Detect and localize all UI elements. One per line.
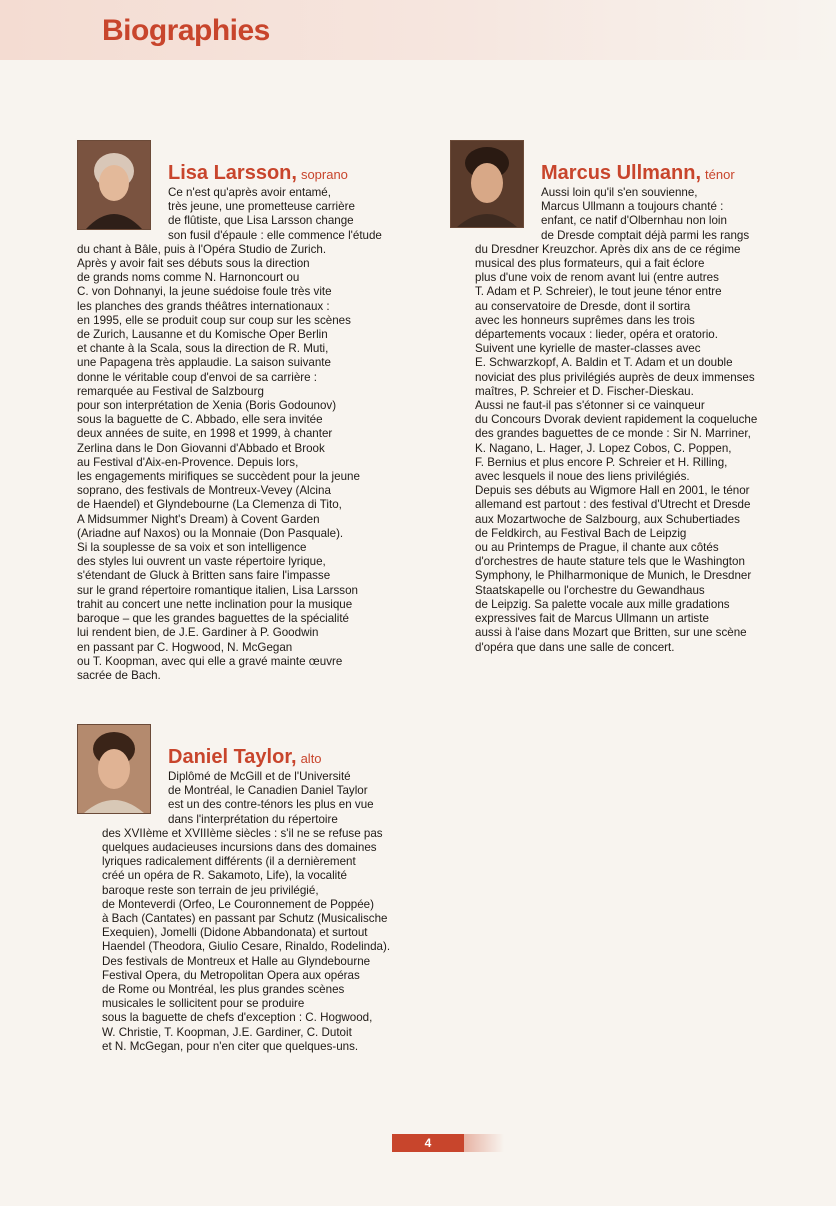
bio-line: A Midsummer Night's Dream) à Covent Garden [77,512,320,526]
bio-line: remarquée au Festival de Salzbourg [77,384,264,398]
bio-daniel-taylor [77,724,407,1064]
bio-line: avec lesquels il noue des liens privilégiés. [475,470,690,484]
bio-line: Aussi loin qu'il s'en souvienne, [541,186,698,199]
bio-line: F. Bernius et plus encore P. Schreier et H. Rilling, [475,455,728,469]
bio-line: Haendel (Theodora, Giulio Cesare, Rinaldo, Rodelinda). [102,940,391,954]
bio-line: en passant par C. Hogwood, N. McGegan [77,640,293,654]
bio-line: noviciat des plus privilégiés auprès de deux immenses [475,370,755,384]
bio-line: quelques audacieuses incursions dans des domaines [102,841,377,855]
bio-heading [541,162,735,185]
bio-line: musicales le sollicitent pour se produire [102,997,305,1011]
bio-line: Aussi ne faut-il pas s'étonner si ce vainqueur [475,399,705,413]
bio-line: de Rome ou Montréal, les plus grandes scènes [102,983,345,997]
bio-line: maîtres, P. Schreier et D. Fischer-Dieskau. [475,384,694,398]
bio-line: aux Mozartwoche de Salzbourg, aux Schubertiades [475,512,740,526]
bio-line: ou au Printemps de Prague, il chante aux côtés [475,541,719,555]
bio-line: expressives fait de Marcus Ullmann un artiste [475,612,709,626]
bio-line: ou T. Koopman, avec qui elle a gravé mainte œuvre [77,654,343,668]
bio-line: Staatskapelle ou l'orchestre du Gewandhaus [475,583,705,597]
bio-line: Marcus Ullmann a toujours chanté : [541,200,724,214]
bio-line: (Ariadne auf Naxos) ou la Monnaie (Don Pasquale). [77,526,344,540]
bio-line: des styles lui ouvrent un vaste répertoire lyrique, [77,555,326,569]
bio-line: de Leipzig. Sa palette vocale aux mille gradations [475,597,730,611]
bio-line: musical des plus formateurs, qui a fait éclore [475,257,705,271]
bio-line: trahit au concert une nette inclination pour la musique [77,597,353,611]
bio-line: plus d'une voix de renom avant lui (entre autres [475,271,719,285]
page-title: Biographies [102,14,270,47]
bio-line: Si la souplesse de sa voix et son intelligence [77,541,307,555]
page-number-fade [464,1134,504,1152]
bio-line: Symphony, le Philharmonique de Munich, le Dresdner [475,569,752,583]
bio-role: alto [300,751,322,766]
bio-line: et chante à la Scala, sous la direction de R. Muti, [77,342,329,356]
bio-line: de grands noms comme N. Harnoncourt ou [77,271,300,285]
bio-line: très jeune, une prometteuse carrière [168,200,355,214]
bio-line: les engagements mirifiques se succèdent pour la jeune [77,470,360,484]
bio-line: Diplômé de McGill et de l'Université [168,770,351,783]
bio-line: avec les honneurs suprêmes dans les trois [475,313,695,327]
bio-line: en 1995, elle se produit coup sur coup sur les scènes [77,313,351,327]
bio-line: de Zurich, Lausanne et du Komische Oper Berlin [77,328,328,342]
bio-line: d'opéra que dans une salle de concert. [475,640,675,654]
bio-line: C. von Dohnanyi, la jeune suédoise foule très vite [77,285,332,299]
bio-name: Lisa Larsson, [168,162,297,184]
bio-heading [168,746,322,769]
bio-line: pour son interprétation de Xenia (Boris Godounov) [77,399,337,413]
bio-line: une Papagena très applaudie. La saison suivante [77,356,331,370]
bio-line: K. Nagano, L. Hager, J. Lopez Cobos, C. Poppen, [475,441,732,455]
bio-heading [168,162,348,185]
bio-line: du chant à Bâle, puis à l'Opéra Studio de Zurich. [77,242,327,256]
bio-line: les planches des grands théâtres internationaux : [77,299,330,313]
bio-line: et N. McGegan, pour n'en citer que quelques-uns. [102,1039,359,1053]
bio-line: du Concours Dvorak devient rapidement la coqueluche [475,413,758,427]
bio-line: Suivent une kyrielle de master-classes avec [475,342,701,356]
bio-line: dans l'interprétation du répertoire [168,812,338,826]
bio-line: de Feldkirch, au Festival Bach de Leipzig [475,526,687,540]
bio-text [102,770,390,1054]
page-number: 4 [392,1134,464,1152]
bio-line: allemand est partout : des festival d'Utrecht et Dresde [475,498,751,512]
bio-line: Des festivals de Montreux et Halle au Glyndebourne [102,954,371,968]
bio-line: à Bach (Cantates) en passant par Schutz (Musicalische [102,912,388,926]
bio-line: sous la baguette de C. Abbado, elle sera invitée [77,413,323,427]
bio-line: enfant, ce natif d'Olbernhau non loin [541,214,727,228]
bio-line: sous la baguette de chefs d'exception : C. Hogwood, [102,1011,373,1025]
bio-line: sur le grand répertoire romantique italien, Lisa Larsson [77,583,358,597]
bio-line: de Dresde comptait déjà parmi les rangs [541,228,750,242]
bio-line: aussi à l'aise dans Mozart que Britten, sur une scène [475,626,747,640]
bio-line: s'étendant de Gluck à Britten sans faire l'impasse [77,569,331,583]
bio-line: d'orchestres de haute stature tels que le Washington [475,555,745,569]
bio-line: Ce n'est qu'après avoir entamé, [168,186,331,199]
bio-line: deux années de suite, en 1998 et 1999, à chanter [77,427,333,441]
bio-line: lui rendent bien, de J.E. Gardiner à P. Goodwin [77,626,319,640]
bio-line: W. Christie, T. Koopman, J.E. Gardiner, C. Dutoit [102,1025,352,1039]
bio-line: soprano, des festivals de Montreux-Vevey (Alcina [77,484,331,498]
bio-line: au conservatoire de Dresde, dont il sortira [475,299,691,313]
bio-line: est un des contre-ténors les plus en vue [168,798,374,812]
bio-line: au Festival d'Aix-en-Provence. Depuis lors, [77,455,299,469]
bio-text [475,186,757,655]
bio-line: E. Schwarzkopf, A. Baldin et T. Adam et un double [475,356,733,370]
bio-line: baroque – que les grandes baguettes de la spécialité [77,612,350,626]
bio-line: créé un opéra de R. Sakamoto, Life), la vocalité [102,869,347,883]
bio-line: sacrée de Bach. [77,668,161,682]
bio-line: son fusil d'épaule : elle commence l'étude [168,228,382,242]
bio-line: des grandes baguettes de ce monde : Sir N. Marriner, [475,427,751,441]
bio-line: Depuis ses débuts au Wigmore Hall en 2001, le ténor [475,484,750,498]
bio-name: Marcus Ullmann, [541,162,702,184]
bio-line: du Dresdner Kreuzchor. Après dix ans de ce régime [475,242,741,256]
bio-name: Daniel Taylor, [168,746,297,768]
bio-line: de Haendel) et Glyndebourne (La Clemenza di Tito, [77,498,342,512]
bio-line: de Montréal, le Canadien Daniel Taylor [168,784,368,798]
bio-line: donne le véritable coup d'envoi de sa carrière : [77,370,318,384]
bio-text [77,186,382,683]
bio-role: ténor [705,167,735,182]
bio-line: Après y avoir fait ses débuts sous la direction [77,257,310,271]
bio-line: des XVIIème et XVIIIème siècles : s'il ne se refuse pas [102,826,383,840]
bio-line: Festival Opera, du Metropolitan Opera aux opéras [102,968,360,982]
bio-line: de Monteverdi (Orfeo, Le Couronnement de Poppée) [102,897,374,911]
bio-marcus-ullmann [450,140,790,660]
bio-line: T. Adam et P. Schreier), le tout jeune ténor entre [475,285,722,299]
bio-line: Zerlina dans le Don Giovanni d'Abbado et Brook [77,441,325,455]
bio-line: Exequien), Jomelli (Didone Abbandonata) et surtout [102,926,368,940]
bio-lisa-larsson [77,140,407,700]
bio-role: soprano [300,167,348,182]
bio-line: lyriques radicalement différents (il a dernièrement [102,855,356,869]
bio-line: baroque reste son terrain de jeu privilégié, [102,883,319,897]
bio-line: départements vocaux : lieder, opéra et oratorio. [475,328,718,342]
bio-line: de flûtiste, que Lisa Larsson change [168,214,354,228]
